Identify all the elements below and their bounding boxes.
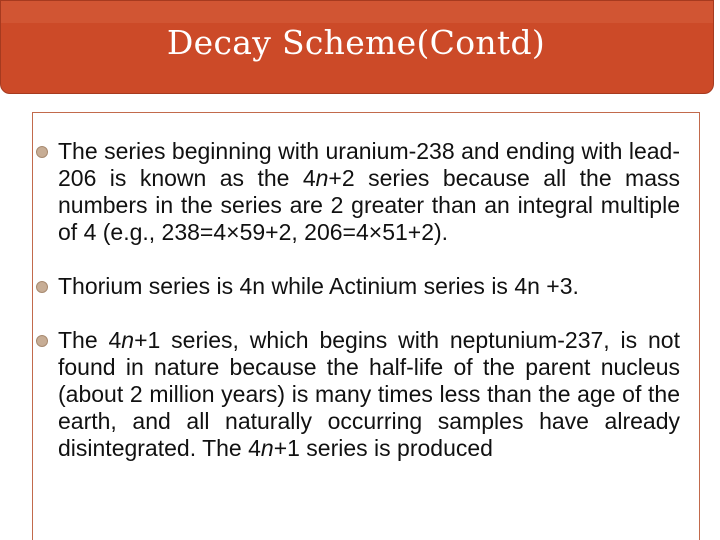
bullet-text (58, 273, 579, 299)
bullet-item-thorium-actinium (36, 273, 680, 300)
bullet-italic-n: n (315, 165, 329, 191)
bullet-item-neptunium-series (36, 327, 680, 462)
bullet-dot-icon (36, 335, 48, 347)
bullet-italic-n: n (260, 435, 274, 461)
bullet-text-part: Thorium series is 4n while Actinium series is 4n +3. (58, 273, 579, 299)
bullet-italic-n: n (121, 327, 135, 353)
bullet-dot-icon (36, 146, 48, 158)
bullet-text-part: The 4 (58, 327, 122, 353)
slide-title: Decay Scheme(Contd) (166, 23, 546, 62)
bullet-text (58, 138, 680, 245)
bullet-text-part: +1 series is produced (273, 435, 493, 461)
bullet-text-part: +1 series, which begins with neptunium-237, is not found in nature because the half-life of the parent nucleus (about 2 million years) is many times less than the age of the earth, and all naturally occurring samples have already disintegrated. The 4 (58, 327, 680, 461)
bullet-list (36, 138, 680, 489)
bullet-dot-icon (36, 281, 48, 293)
title-banner (0, 0, 714, 94)
bullet-item-uranium-series (36, 138, 680, 246)
title-banner-highlight (1, 1, 713, 23)
bullet-text-part: +2 series because all the mass numbers in the series are 2 greater than an integral multiple of 4 (e.g., 238=4×59+2, 206=4×51+2). (58, 165, 680, 245)
bullet-text-part: The series beginning with uranium-238 and ending with lead-206 is known as the 4 (58, 138, 680, 191)
bullet-text (58, 327, 680, 461)
